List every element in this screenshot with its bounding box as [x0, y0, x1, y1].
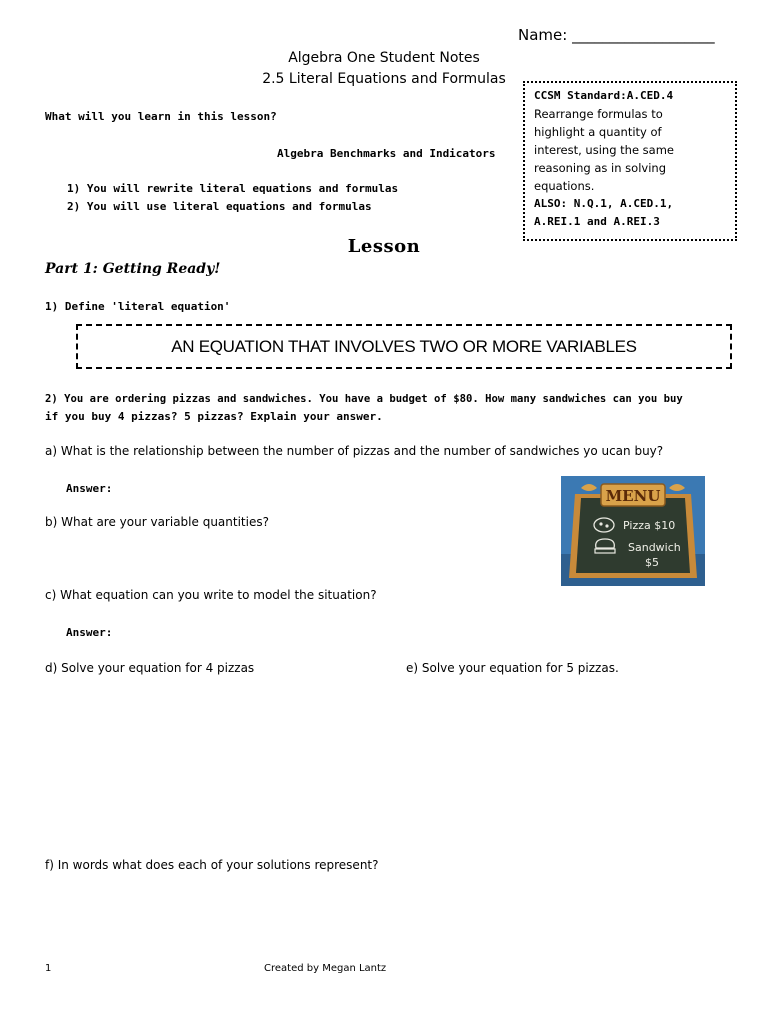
- standard-line: highlight a quantity of: [534, 125, 662, 139]
- part1-heading: Part 1: Getting Ready!: [45, 261, 221, 277]
- learn-question: What will you learn in this lesson?: [45, 110, 277, 123]
- menu-item-sandwich: Sandwich: [628, 541, 681, 554]
- page-number: 1: [45, 963, 52, 974]
- standard-code: CCSM Standard:A.CED.4: [534, 89, 674, 102]
- standard-line: interest, using the same: [534, 143, 674, 157]
- menu-board-image: [561, 476, 705, 586]
- objective-2: 2) You will use literal equations and formulas: [67, 200, 372, 213]
- question-d: d) Solve your equation for 4 pizzas: [45, 661, 255, 675]
- question-2: [45, 390, 725, 426]
- question-1: 1) Define 'literal equation': [45, 300, 231, 313]
- menu-title: MENU: [605, 487, 661, 505]
- question-f: f) In words what does each of your solutions represent?: [45, 858, 379, 872]
- footer-credit: Created by Megan Lantz: [264, 963, 387, 974]
- question-c: c) What equation can you write to model the situation?: [45, 588, 377, 602]
- question-2-line1: 2) You are ordering pizzas and sandwiches. You have a budget of $80. How many sandwiches can you buy: [45, 393, 683, 405]
- benchmarks-heading: Algebra Benchmarks and Indicators: [277, 147, 496, 160]
- also-standards-2: A.REI.1 and A.REI.3: [534, 215, 660, 228]
- menu-item-sandwich-price: $5: [645, 556, 659, 569]
- menu-item-pizza: Pizza $10: [623, 519, 676, 532]
- document-title: Algebra One Student Notes: [288, 50, 480, 66]
- definition-text: AN EQUATION THAT INVOLVES TWO OR MORE VARIABLES: [171, 336, 637, 356]
- question-b: b) What are your variable quantities?: [45, 515, 269, 529]
- lesson-heading: Lesson: [347, 236, 421, 257]
- objective-1: 1) You will rewrite literal equations and formulas: [67, 182, 399, 195]
- question-e: e) Solve your equation for 5 pizzas.: [406, 661, 619, 675]
- question-2-line2: if you buy 4 pizzas? 5 pizzas? Explain your answer.: [45, 410, 383, 423]
- answer-label-a: Answer:: [66, 482, 113, 495]
- answer-label-c: Answer:: [66, 626, 113, 639]
- definition-box: [76, 324, 732, 369]
- standard-line: reasoning as in solving: [534, 161, 666, 175]
- standard-line: Rearrange formulas to: [534, 107, 663, 121]
- standard-line: equations.: [534, 179, 595, 193]
- document-subtitle: 2.5 Literal Equations and Formulas: [262, 71, 506, 87]
- standards-box: [523, 81, 737, 241]
- name-field-label: Name: ___________________: [518, 26, 715, 44]
- also-standards-1: ALSO: N.Q.1, A.CED.1,: [534, 197, 674, 210]
- question-a: a) What is the relationship between the number of pizzas and the number of sandwiches yo ucan buy?: [45, 444, 664, 458]
